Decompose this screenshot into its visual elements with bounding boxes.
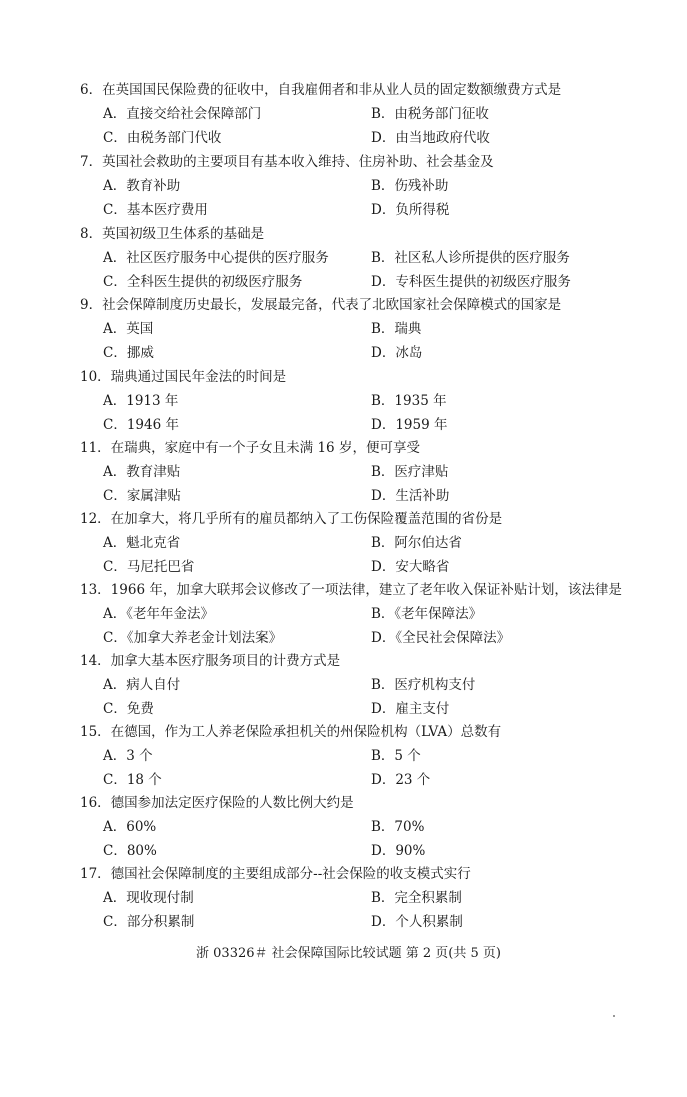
option-b: B．5 个 bbox=[371, 748, 421, 764]
option-b: B．瑞典 bbox=[371, 321, 422, 337]
option-c: C．家属津贴 bbox=[103, 488, 181, 504]
option-c: C．80% bbox=[103, 843, 157, 859]
option-d: D．由当地政府代收 bbox=[371, 130, 490, 146]
question-stem: 15．在德国，作为工人养老保险承担机关的州保险机构（LVA）总数有 bbox=[80, 724, 502, 740]
scan-speck bbox=[613, 1015, 615, 1017]
option-c: C．马尼托巴省 bbox=[103, 559, 195, 575]
option-b: B．阿尔伯达省 bbox=[371, 535, 462, 551]
question-stem: 11．在瑞典，家庭中有一个子女且未满 16 岁，便可享受 bbox=[80, 440, 420, 456]
option-a: A．魁北克省 bbox=[103, 535, 181, 551]
option-d: D．专科医生提供的初级医疗服务 bbox=[371, 274, 571, 290]
option-c: C．免费 bbox=[103, 701, 154, 717]
question-stem: 6．在英国国民保险费的征收中，自我雇佣者和非从业人员的固定数额缴费方式是 bbox=[80, 82, 562, 98]
option-a: A．社区医疗服务中心提供的医疗服务 bbox=[103, 250, 329, 266]
option-d: D．冰岛 bbox=[371, 345, 423, 361]
option-c: C．1946 年 bbox=[103, 417, 179, 433]
option-a: A．60% bbox=[103, 819, 157, 835]
option-d: D．负所得税 bbox=[371, 202, 450, 218]
question-stem: 17．德国社会保障制度的主要组成部分--社会保险的收支模式实行 bbox=[80, 866, 471, 882]
option-b: B．由税务部门征收 bbox=[371, 106, 489, 122]
option-b: B．1935 年 bbox=[371, 393, 447, 409]
question-stem: 16．德国参加法定医疗保险的人数比例大约是 bbox=[80, 795, 354, 811]
question-stem: 13．1966 年，加拿大联邦会议修改了一项法律，建立了老年收入保证补贴计划，该法律是 bbox=[80, 582, 622, 598]
option-b: B．完全积累制 bbox=[371, 890, 462, 906]
option-a: A．1913 年 bbox=[103, 393, 179, 409]
option-a: A．3 个 bbox=[103, 748, 153, 764]
question-stem: 7．英国社会救助的主要项目有基本收入维持、住房补助、社会基金及 bbox=[80, 154, 494, 170]
option-c: C．挪威 bbox=[103, 345, 154, 361]
option-d: D．安大略省 bbox=[371, 559, 450, 575]
option-c: C．基本医疗费用 bbox=[103, 202, 208, 218]
question-stem: 10．瑞典通过国民年金法的时间是 bbox=[80, 369, 287, 385]
question-stem: 9．社会保障制度历史最长，发展最完备，代表了北欧国家社会保障模式的国家是 bbox=[80, 297, 562, 313]
option-d: D．个人积累制 bbox=[371, 914, 463, 930]
option-c: C．由税务部门代收 bbox=[103, 130, 222, 146]
option-d: D．90% bbox=[371, 843, 426, 859]
option-b: B．伤残补助 bbox=[371, 178, 449, 194]
option-b: B．医疗机构支付 bbox=[371, 677, 476, 693]
option-b: B．社区私人诊所提供的医疗服务 bbox=[371, 250, 570, 266]
option-c: C．《加拿大养老金计划法案》 bbox=[103, 630, 283, 646]
option-c: C．18 个 bbox=[103, 772, 162, 788]
option-d: D．生活补助 bbox=[371, 488, 450, 504]
option-c: C．全科医生提供的初级医疗服务 bbox=[103, 274, 303, 290]
option-a: A．现收现付制 bbox=[103, 890, 194, 906]
question-stem: 14．加拿大基本医疗服务项目的计费方式是 bbox=[80, 653, 341, 669]
option-a: A．《老年年金法》 bbox=[103, 606, 214, 622]
question-stem: 8．英国初级卫生体系的基础是 bbox=[80, 226, 265, 242]
page-footer: 浙 03326＃ 社会保障国际比较试题 第 2 页(共 5 页) bbox=[196, 946, 501, 961]
option-b: B．70% bbox=[371, 819, 425, 835]
option-b: B．《老年保障法》 bbox=[371, 606, 483, 622]
option-a: A．教育补助 bbox=[103, 178, 181, 194]
option-c: C．部分积累制 bbox=[103, 914, 195, 930]
option-a: A．病人自付 bbox=[103, 677, 181, 693]
option-a: A．英国 bbox=[103, 321, 154, 337]
option-d: D．1959 年 bbox=[371, 417, 448, 433]
option-d: D．23 个 bbox=[371, 772, 431, 788]
option-d: D．雇主支付 bbox=[371, 701, 450, 717]
option-a: A．直接交给社会保障部门 bbox=[103, 106, 262, 122]
option-b: B．医疗津贴 bbox=[371, 464, 449, 480]
option-a: A．教育津贴 bbox=[103, 464, 181, 480]
option-d: D．《全民社会保障法》 bbox=[371, 630, 511, 646]
question-stem: 12．在加拿大，将几乎所有的雇员都纳入了工伤保险覆盖范围的省份是 bbox=[80, 511, 503, 527]
